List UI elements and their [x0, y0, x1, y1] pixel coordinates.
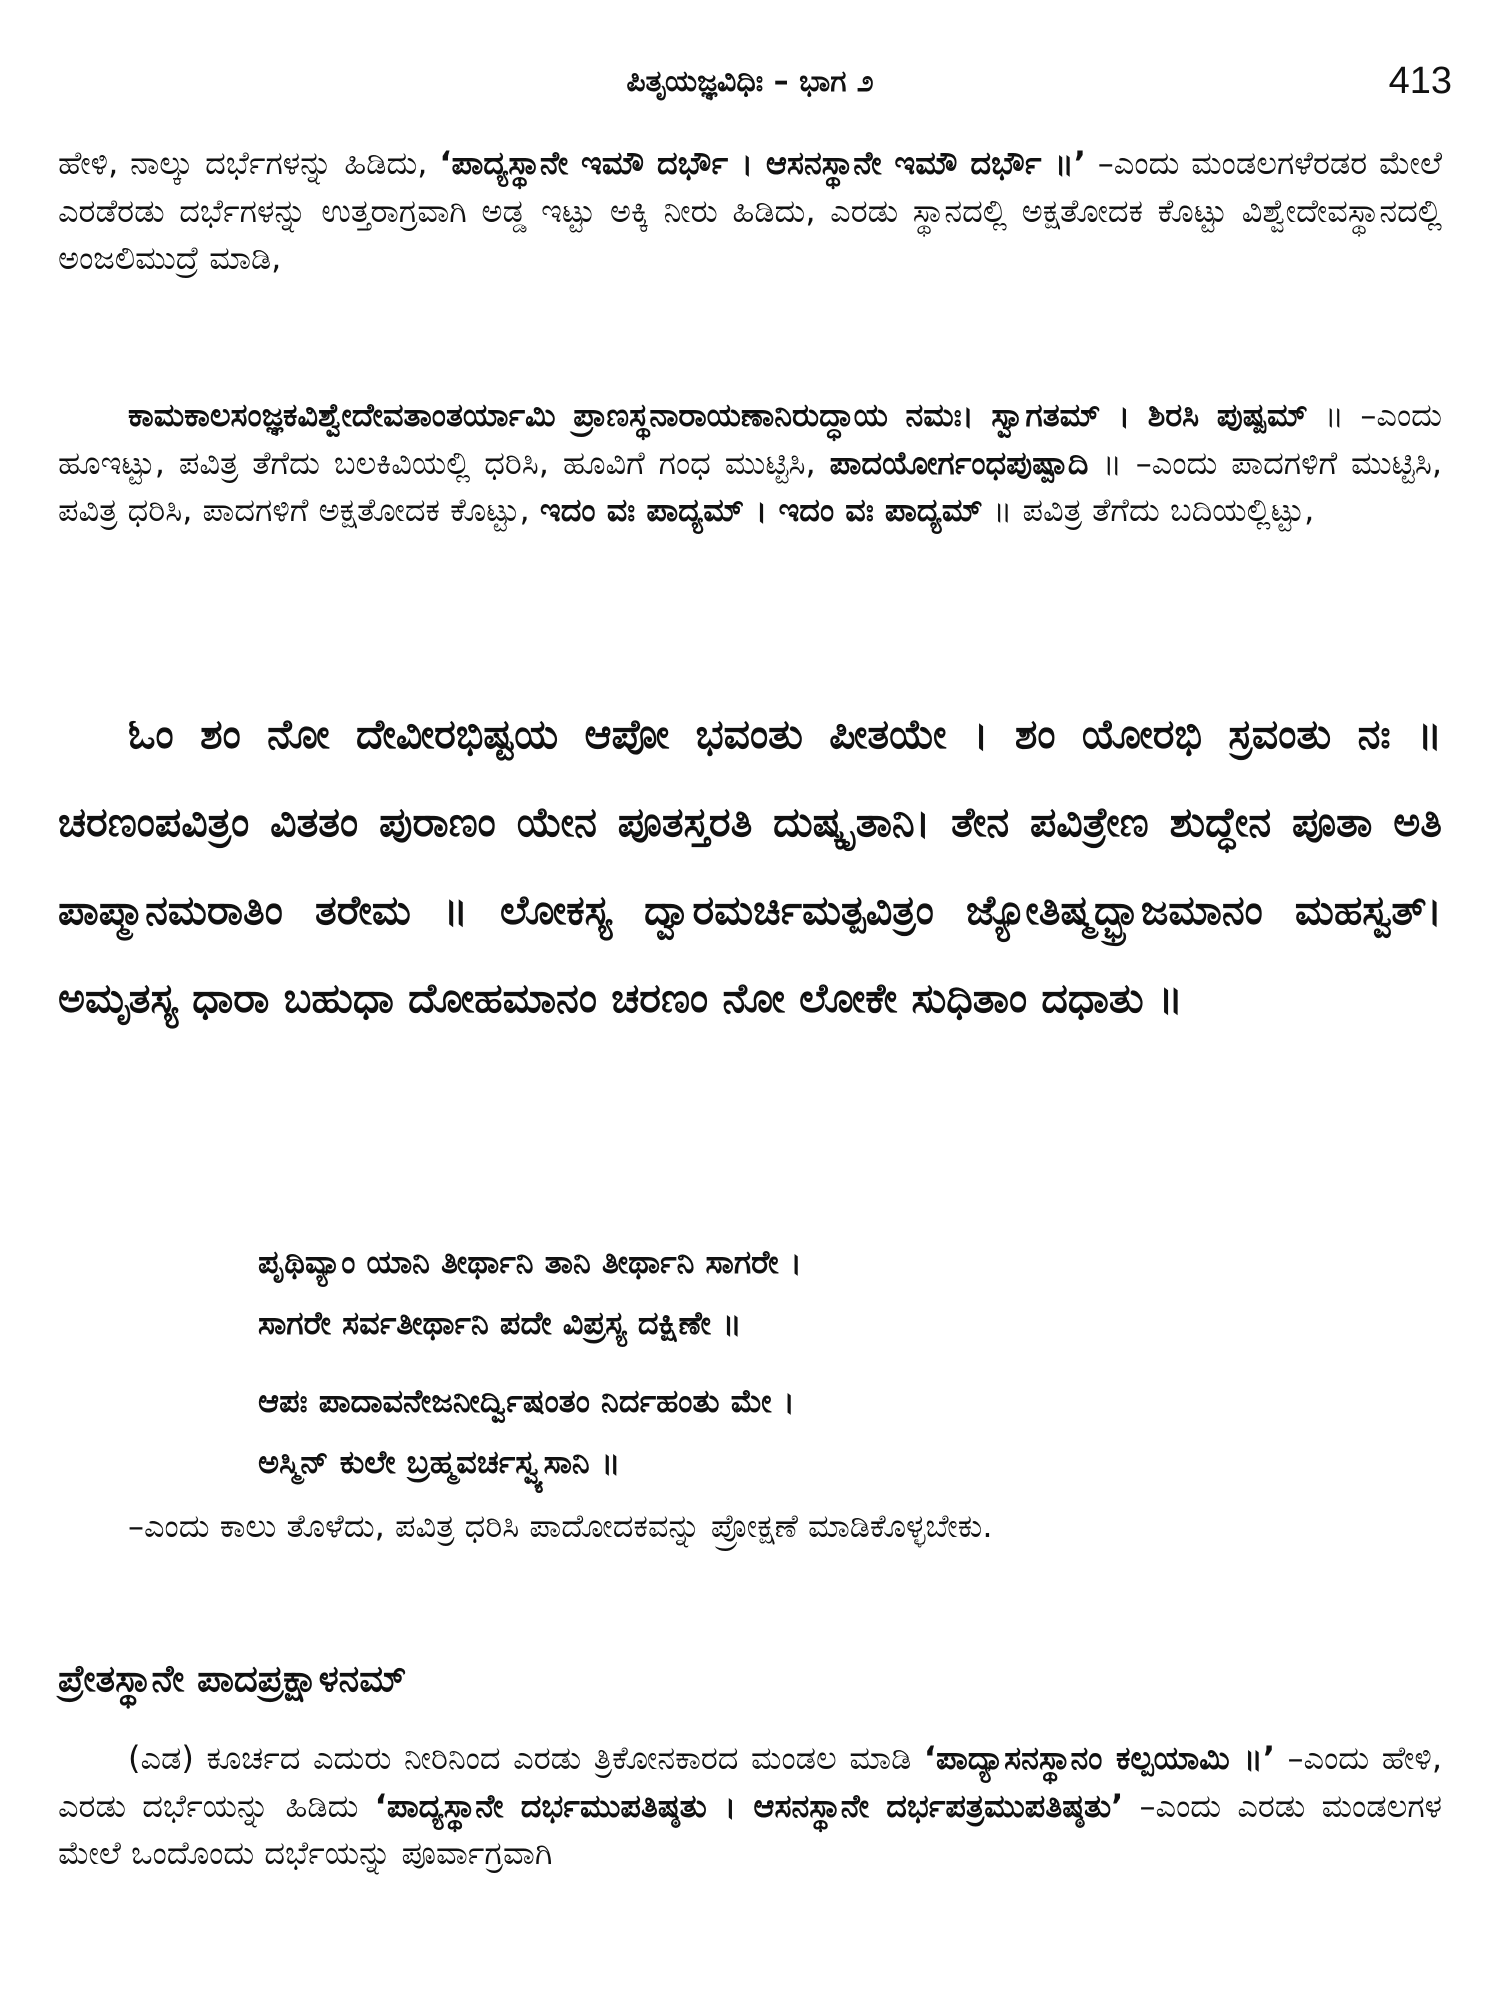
paragraph-1	[58, 140, 1442, 283]
verse-line-3: ಆಪಃ ಪಾದಾವನೇಜನೀರ್ದ್ವಿಷಂತಂ ನಿರ್ದಹಂತು ಮೇ ।	[258, 1382, 795, 1420]
vedic-mantra: ಓಂ ಶಂ ನೋ ದೇವೀರಭಿಷ್ಟಯ ಆಪೋ ಭವಂತು ಪೀತಯೇ । ಶಂ ಯೋರಭಿ ಸ್ರವಂತು ನಃ ॥ ಚರಣಂಪವಿತ್ರಂ ವಿತತಂ ಪುರಾಣಂ ಯೇನ ಪೂತಸ್ತರತಿ ದುಷ್ಕೃತಾನಿ। ತೇನ ಪವಿತ್ರೇಣ ಶುದ್ಧೇನ ಪೂತಾ ಅತಿ ಪಾಪ್ಮಾನಮರಾತಿಂ ತರೇಮ ॥ ಲೋಕಸ್ಯ ದ್ವಾರಮರ್ಚಿಮತ್ಪವಿತ್ರಂ ಜ್ಯೋತಿಷ್ಮದ್ಭ್ರಾಜಮಾನಂ ಮಹಸ್ವತ್। ಅಮೃತಸ್ಯ ಧಾರಾ ಬಹುಧಾ ದೋಹಮಾನಂ ಚರಣಂ ನೋ ಲೋಕೇ ಸುಧಿತಾಂ ದಧಾತು ॥	[58, 710, 1442, 1022]
running-header-title: ಪಿತೃಯಜ್ಞವಿಧಿಃ – ಭಾಗ ೨	[626, 64, 874, 99]
paragraph-4-bold-a: ‘ಪಾದ್ಯಾಸನಸ್ಥಾನಂ ಕಲ್ಪಯಾಮಿ ॥’	[923, 1739, 1275, 1777]
paragraph-4-text-b: –ಎಂದು ಹೇಳಿ, ಎರಡು ದರ್ಭೆಯನ್ನು ಹಿಡಿದು	[58, 1739, 1442, 1825]
paragraph-4-text-a: (ಎಡ) ಕೂರ್ಚದ ಎದುರು ನೀರಿನಿಂದ ಎರಡು ತ್ರಿಕೋನಕಾರದ ಮಂಡಲ ಮಾಡಿ	[128, 1739, 924, 1777]
paragraph-1-text-a: ಹೇಳಿ, ನಾಲ್ಕು ದರ್ಭೆಗಳನ್ನು ಹಿಡಿದು,	[58, 144, 440, 182]
section-heading: ಪ್ರೇತಸ್ಥಾನೇ ಪಾದಪ್ರಕ್ಷಾಳನಮ್	[58, 1657, 407, 1700]
paragraph-2-text-b: ॥ –ಎಂದು ಪಾದಗಳಿಗೆ ಮುಟ್ಟಿಸಿ, ಪವಿತ್ರ ಧರಿಸಿ, ಪಾದಗಳಿಗೆ ಅಕ್ಷತೋದಕ ಕೊಟ್ಟು,	[58, 443, 1442, 529]
paragraph-1-text-b: –ಎಂದು ಮಂಡಲಗಳೆರಡರ ಮೇಲೆ ಎರಡೆರಡು ದರ್ಭೆಗಳನ್ನು ಉತ್ತರಾಗ್ರವಾಗಿ ಅಡ್ಡ ಇಟ್ಟು ಅಕ್ಕಿ ನೀರು ಹಿಡಿದು, ಎರಡು ಸ್ಥಾನದಲ್ಲಿ ಅಕ್ಷತೋದಕ ಕೊಟ್ಟು ವಿಶ್ವೇದೇವಸ್ಥಾನದಲ್ಲಿ ಅಂಜಲಿಮುದ್ರೆ ಮಾಡಿ,	[58, 144, 1443, 277]
verse-line-4: ಅಸ್ಮಿನ್ ಕುಲೇ ಬ್ರಹ್ಮವರ್ಚಸ್ವ್ಯಸಾನಿ ॥	[258, 1443, 621, 1481]
paragraph-4-text-c: –ಎಂದು ಎರಡು ಮಂಡಲಗಳ ಮೇಲೆ ಒಂದೊಂದು ದರ್ಭೆಯನ್ನು ಪೂರ್ವಾಗ್ರವಾಗಿ	[58, 1786, 1443, 1872]
paragraph-2-bold-c: ಇದಂ ವಃ ಪಾದ್ಯಮ್ । ಇದಂ ವಃ ಪಾದ್ಯಮ್	[539, 491, 983, 529]
paragraph-2-text-a: ॥ –ಎಂದು ಹೂಇಟ್ಟು, ಪವಿತ್ರ ತೆಗೆದು ಬಲಕಿವಿಯಲ್ಲಿ ಧರಿಸಿ, ಹೂವಿಗೆ ಗಂಧ ಮುಟ್ಟಿಸಿ,	[58, 396, 1442, 482]
paragraph-2	[58, 392, 1442, 535]
paragraph-4-bold-b: ‘ಪಾದ್ಯಸ್ಥಾನೇ ದರ್ಭಮುಪತಿಷ್ಠತು । ಆಸನಸ್ಥಾನೇ ದರ್ಭಪತ್ರಮುಪತಿಷ್ಠತು’	[374, 1786, 1124, 1825]
page-number: 413	[1388, 60, 1452, 102]
paragraph-4	[58, 1735, 1442, 1878]
paragraph-2-text-c: ॥ ಪವಿತ್ರ ತೆಗೆದು ಬದಿಯಲ್ಲಿಟ್ಟು,	[982, 491, 1315, 529]
paragraph-2-bold-b: ಪಾದಯೋರ್ಗಂಧಪುಷ್ಪಾದಿ	[829, 443, 1089, 482]
paragraph-3: –ಎಂದು ಕಾಲು ತೊಳೆದು, ಪವಿತ್ರ ಧರಿಸಿ ಪಾದೋದಕವನ್ನು ಪ್ರೋಕ್ಷಣೆ ಮಾಡಿಕೊಳ್ಳಬೇಕು.	[128, 1507, 993, 1545]
paragraph-1-bold-a: ‘ಪಾದ್ಯಸ್ಥಾನೇ ಇಮೌ ದರ್ಭೌ । ಆಸನಸ್ಥಾನೇ ಇಮೌ ದರ್ಭೌ ॥’	[439, 144, 1086, 182]
verse-line-2: ಸಾಗರೇ ಸರ್ವತೀರ್ಥಾನಿ ಪದೇ ವಿಪ್ರಸ್ಯ ದಕ್ಷಿಣೇ ॥	[258, 1304, 742, 1342]
paragraph-2-bold-a: ಕಾಮಕಾಲಸಂಜ್ಞಕವಿಶ್ವೇದೇವತಾಂತರ್ಯಾಮಿ ಪ್ರಾಣಸ್ಥನಾರಾಯಣಾನಿರುದ್ಧಾಯ ನಮಃ। ಸ್ವಾಗತಮ್ । ಶಿರಸಿ ಪುಷ್ಪಮ್	[128, 396, 1308, 434]
verse-line-1: ಪೃಥಿವ್ಯಾಂ ಯಾನಿ ತೀರ್ಥಾನಿ ತಾನಿ ತೀರ್ಥಾನಿ ಸಾಗರೇ ।	[258, 1243, 802, 1281]
